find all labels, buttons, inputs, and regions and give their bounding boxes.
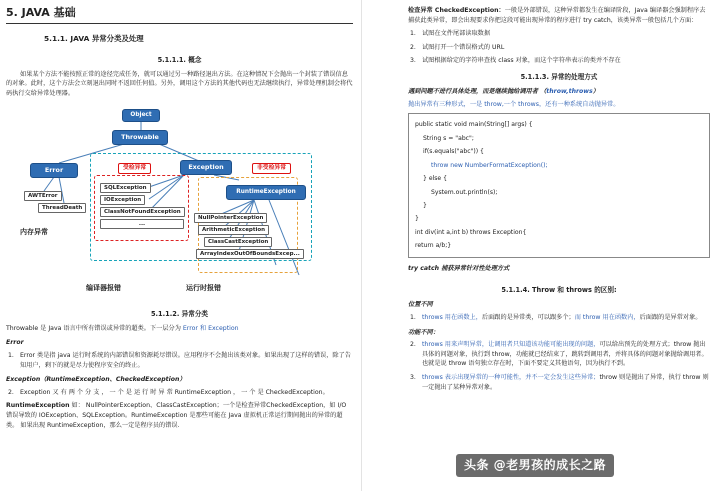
ioexception-node: IOException [100,195,145,205]
right-page [364,0,720,491]
code-block [408,113,710,257]
type-intro: Throwable 是 Java 语言中所有错误或异常的超类。下一层分为 Error 和 Exception [6,324,239,332]
checked-exception-paragraph: 检查异常 CheckedException：一般是外部错误，这种异常都发生在编译阶段，Java 编译器会强制程序去捕获此类异常，即会出现要求你把这段可能出现异常的程序进行 try catch，该类异常一般包括几个方面： [408,7,706,24]
code-line: System.out.println(s); [431,188,498,196]
position-title: 位置不同 [408,301,433,309]
runtime-error-label: 运行时报错 [186,283,221,292]
code-line: String s = "abc"; [423,134,474,142]
checked-exception-tag: 受检异常 [118,163,151,174]
try-catch-note: try catch 捕获异常针对性处理方式 [408,264,510,272]
concept-paragraph: 如果某个方法不能按照正常的途径完成任务，就可以通过另一种路径退出方法。在这种情况下会抛出一个封装了错误信息的对象。此时，这个方法会立刻退出同时不返回任何值。另外，调用这个方法的其他代码也无法继续执行，异常处理机制会将代码执行交给异常处理器。 [6,70,353,97]
subsection-handle-heading: 5.1.1.3. 异常的处理方式 [520,73,598,82]
arithmeticexception-node: ArithmeticException [198,225,269,235]
subsection-concept-heading: 5.1.1.1. 概念 [157,55,202,64]
exception-node: Exception [180,160,232,175]
throwable-node: Throwable [112,130,168,145]
function-list-item: 2. throws 用来声明异常，让调用者只知道该功能可能出现的问题，可以给出预先的处理方式；throw 抛出具体的问题对象，执行到 throw，功能就已经结束了，跳转到调用者，并将具体的问题对象抛给调用者。也就是说 throw 语句独立存在时，下面不要定义其他语句，因为执行不到。 [410,341,708,368]
handle-note: 遇到问题不进行具体处理，而是继续抛给调用者 （throw,throws） [408,88,599,96]
function-title: 功能不同： [408,328,439,336]
threaddeath-node: ThreadDeath [38,203,86,213]
code-line: } [415,215,419,223]
chapter-heading: 5. JAVA 基础 [6,4,353,24]
runtimeexception-node: RuntimeException [226,185,306,200]
error-list-item: 1. Error 类是指 java 运行时系统的内部错误和资源耗尽错误。应用程序不会抛出该类对象。如果出现了这样的错误，除了告知用户，剩下的就是尽力使程序安全的终止。 [8,352,351,369]
code-line: } [423,201,427,209]
sqlexception-node: SQLException [100,183,151,193]
checked-list-item: 2. 试图打开一个错误格式的 URL [410,43,505,51]
code-line: throw new NumberFormatException(); [431,161,548,169]
position-list-item: 1. throws 用在函数上，后面跟的是异常类，可以跟多个；而 throw 用在函数内，后面跟的是异常对象。 [410,313,702,321]
nullpointerexception-node: NullPointerException [194,213,267,223]
error-node: Error [30,163,78,178]
subsection-type-heading: 5.1.1.2. 异常分类 [150,309,209,318]
code-line: if(s.equals("abc")) { [423,148,484,156]
exception-title: Exception（RuntimeException、CheckedException） [6,376,186,384]
memory-error-label: 内存异常 [20,227,48,236]
classcastexception-node: ClassCastException [204,237,272,247]
object-node: Object [122,109,160,122]
checked-exception-list [408,29,710,66]
compile-error-label: 编译器报错 [86,283,121,292]
awterror-node: AWTError [24,191,62,201]
section-heading: 5.1.1. JAVA 异常分类及处理 [44,34,144,44]
arrayindexoutofbounds-node: ArrayIndexOutOfBoundsExcep... [196,249,304,259]
error-title: Error [6,339,24,347]
checked-ellipsis-node: ... [100,219,184,229]
item3-list-item: 3. throws 表示出现异常的一种可能性，并不一定会发生这些异常；throw 则是抛出了异常，执行 throw 则一定抛出了某种异常对象。 [410,374,709,391]
code-line: } else { [423,175,447,183]
checked-list-item: 1. 试图在文件尾部读取数据 [410,30,491,38]
checked-list-item: 3. 试图根据给定的字符串查找 class 对象，而这个字符串表示的类并不存在 [410,57,621,65]
watermark: 头条 @老男孩的成长之路 [456,454,614,477]
exception-hierarchy-diagram [14,105,314,303]
handle-subtext: 抛出异常有三种形式，一是 throw,一个 throws，还有一种系统自动抛异常。 [408,100,620,108]
subsection-throw-heading: 5.1.1.4. Throw 和 throws 的区别: [501,286,617,295]
code-line: public static void main(String[] args) { [415,121,533,129]
code-line: return a/b;} [415,242,452,250]
runtime-paragraph: RuntimeException 如： NullPointerException、ClassCastException；一个是检查异常CheckedException，如 I/O 错误导致的 IOException、SQLException。RuntimeException 是那些可能在 Java 虚拟机正常运行期间抛出的异常的超类。 如果出现 RuntimeException，那么一定是程序员的错误. [6,402,347,429]
unchecked-exception-tag: 非受检异常 [252,163,291,174]
exception-list-item: 2. Exception 又 有 两 个 分 支 ， 一 个 是 运 行 时 异 常 RuntimeException ， 一 个 是 CheckedException。 [8,388,329,396]
code-line: int div(int a,int b) throws Exception{ [415,228,527,236]
classnotfoundexception-node: ClassNotFoundException [100,207,185,217]
